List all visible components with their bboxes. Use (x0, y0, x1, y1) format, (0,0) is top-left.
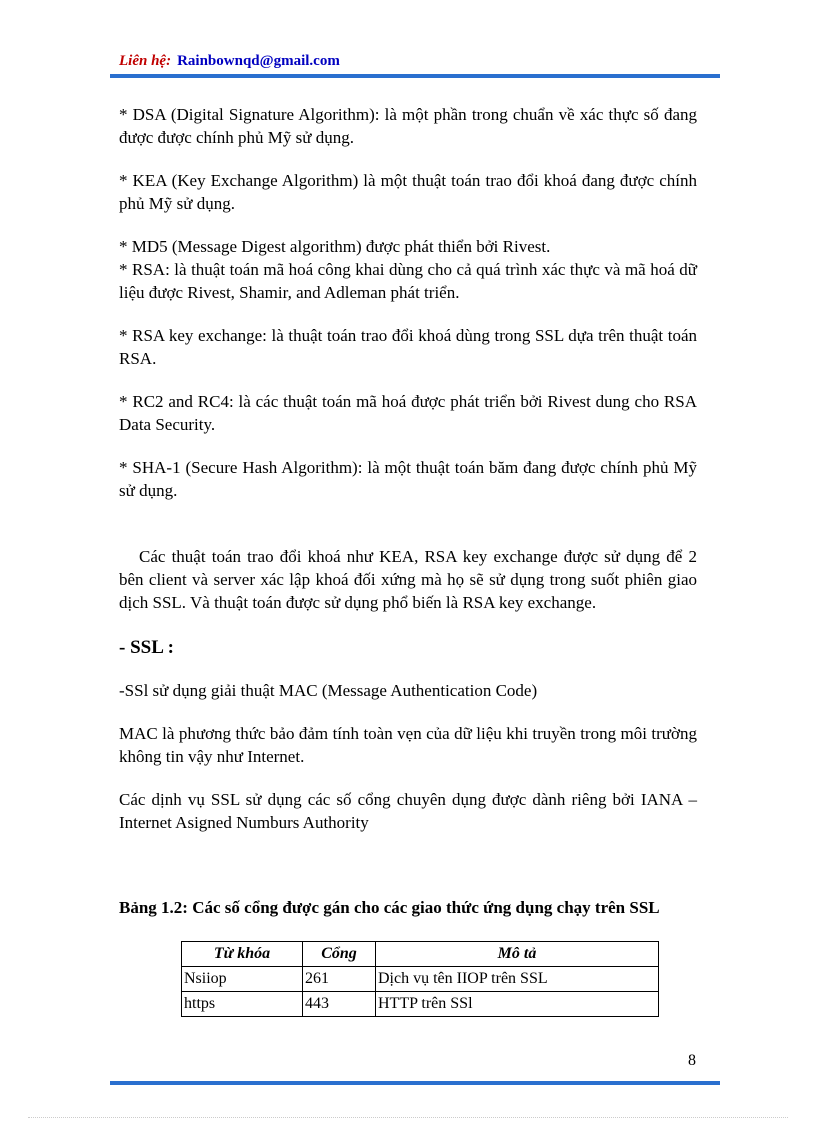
page-header (119, 53, 340, 70)
column-header-port: Cổng (303, 942, 376, 967)
column-header-keyword: Từ khóa (182, 942, 303, 967)
cell-port: 443 (303, 992, 376, 1017)
paragraph-summary: Các thuật toán trao đổi khoá như KEA, RSA key exchange được sử dụng để 2 bên client và server xác lập khoá đối xứng mà họ sẽ sử dụng trong suốt phiên giao dịch SSL. Và thuật toán được sử dụng phổ biến là RSA key exchange. (119, 547, 697, 612)
paragraph-mac-desc: MAC là phương thức bảo đảm tính toàn vẹn của dữ liệu khi truyền trong môi trường không tin vậy như Internet. (119, 724, 697, 766)
paragraph-rc: * RC2 and RC4: là các thuật toán mã hoá được phát triển bởi Rivest dung cho RSA Data Security. (119, 392, 697, 434)
paragraph-rsa-key-exchange: * RSA key exchange: là thuật toán trao đổi khoá dùng trong SSL dựa trên thuật toán RSA. (119, 326, 697, 368)
paragraph-mac-intro: -SSl sử dụng giải thuật MAC (Message Authentication Code) (119, 681, 538, 700)
cell-description: Dịch vụ tên IIOP trên SSL (376, 967, 659, 992)
cell-description: HTTP trên SSl (376, 992, 659, 1017)
table-row (182, 992, 659, 1017)
ports-table (181, 941, 659, 1017)
paragraph-md5: * MD5 (Message Digest algorithm) được phát thiển bởi Rivest. (119, 237, 551, 256)
page-edge-divider (28, 1117, 788, 1118)
paragraph-dsa: * DSA (Digital Signature Algorithm): là một phần trong chuẩn về xác thực số đang được được chính phủ Mỹ sử dụng. (119, 105, 697, 147)
contact-label: Liên hệ: (119, 53, 172, 69)
cell-keyword: Nsiiop (182, 967, 303, 992)
body-text (119, 103, 697, 834)
contact-email[interactable]: Rainbownqd@gmail.com (177, 53, 340, 69)
column-header-description: Mô tả (376, 942, 659, 967)
header-rule (110, 74, 720, 78)
paragraph-sha: * SHA-1 (Secure Hash Algorithm): là một thuật toán băm đang được chính phủ Mỹ sử dụng. (119, 458, 697, 500)
section-heading-ssl: - SSL : (119, 637, 174, 658)
table-header-row (182, 942, 659, 967)
cell-port: 261 (303, 967, 376, 992)
paragraph-ports: Các dịnh vụ SSL sử dụng các số cổng chuyên dụng được dành riêng bởi IANA – Internet Asigned Numburs Authority (119, 790, 697, 832)
cell-keyword: https (182, 992, 303, 1017)
table-row (182, 967, 659, 992)
page-number: 8 (688, 1052, 696, 1069)
paragraph-rsa: * RSA: là thuật toán mã hoá công khai dùng cho cả quá trình xác thực và mã hoá dữ liệu được Rivest, Shamir, and Adleman phát triển. (119, 260, 697, 302)
paragraph-kea: * KEA (Key Exchange Algorithm) là một thuật toán trao đổi khoá đang được chính phủ Mỹ sử dụng. (119, 171, 697, 213)
footer-rule (110, 1081, 720, 1085)
table-caption: Bảng 1.2: Các số cổng được gán cho các giao thức ứng dụng chạy trên SSL (119, 898, 660, 917)
